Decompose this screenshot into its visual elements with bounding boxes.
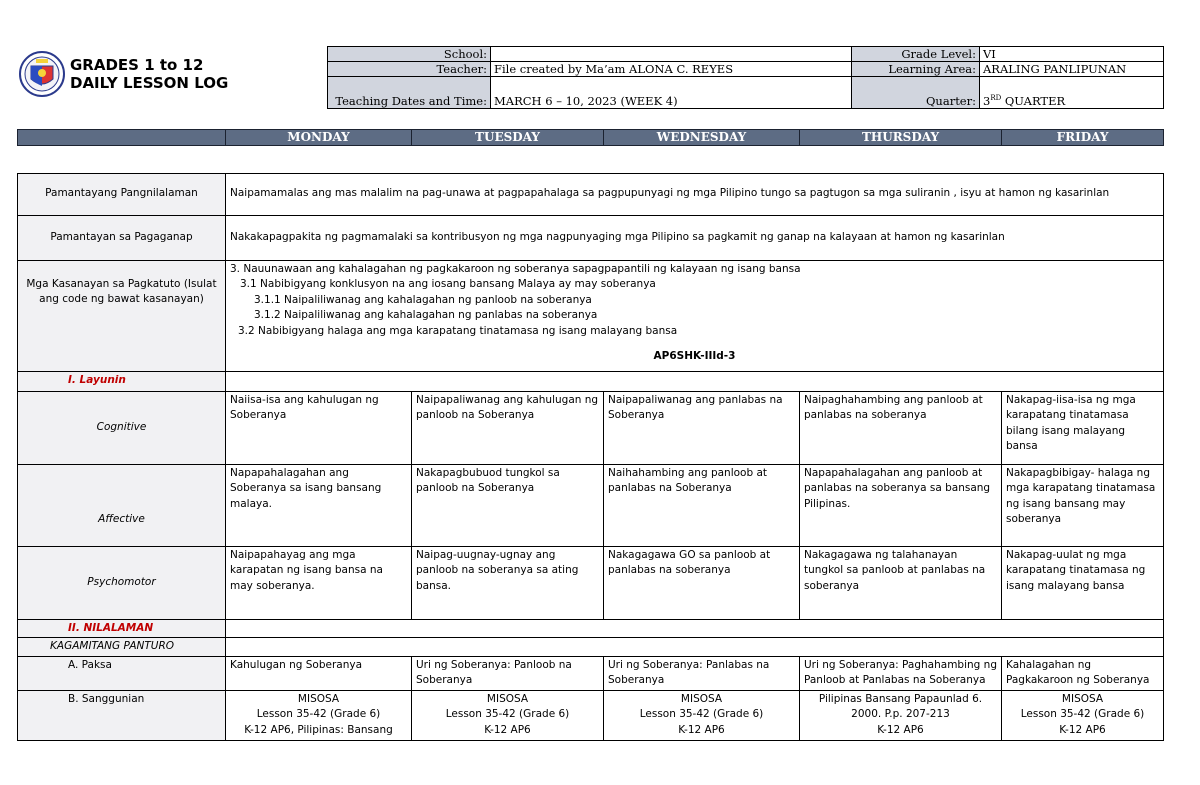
competency-line: 3.2 Nabibigyang halaga ang mga karapatang tinatamasa ng isang malayang bansa	[238, 324, 678, 337]
topic-cell: Kahalagahan ng Pagkakaroon ng Soberanya	[1002, 656, 1164, 690]
day-wednesday: WEDNESDAY	[604, 130, 800, 146]
learning-area-value: ARALING PANLIPUNAN	[980, 62, 1164, 77]
objective-cell: Naipag-uugnay-ugnay ang panloob na soberanya sa ating bansa.	[412, 546, 604, 619]
reference-line: K-12 AP6	[484, 723, 531, 736]
objective-cell: Napapahalagahan ang panloob at panlabas na soberanya sa bansang Pilipinas.	[800, 464, 1002, 546]
quarter-value	[980, 77, 1164, 109]
grade-level-value: VI	[980, 47, 1164, 62]
quarter-label: Quarter:	[852, 77, 980, 109]
reference-row	[18, 690, 1164, 740]
teacher-label: Teacher:	[328, 62, 491, 77]
objective-row-psychomotor	[18, 546, 1164, 619]
spacer-row	[18, 163, 1164, 173]
reference-line: MISOSA	[297, 692, 340, 705]
competency-code: AP6SHK-IIId-3	[653, 350, 736, 362]
objective-cell: Naipapaliwanag ang kahulugan ng panloob na Soberanya	[412, 391, 604, 464]
objective-row-cognitive	[18, 391, 1164, 464]
lesson-log-table	[17, 163, 1164, 741]
reference-cell	[1002, 690, 1164, 740]
reference-line: K-12 AP6	[1059, 723, 1106, 736]
objective-cell: Nakapag-iisa-isa ng mga karapatang tinatamasa bilang isang malayang bansa	[1002, 391, 1164, 464]
reference-label: B. Sanggunian	[18, 690, 226, 740]
performance-standard-text: Nakakapagpakita ng pagmamalaki sa kontribusyon ng mga nagpunyaging mga Pilipino sa pagkamit ng ganap na kalayaan at hamon ng kasarinlan	[226, 215, 1164, 260]
competency-cell	[226, 260, 1164, 371]
materials-row	[18, 638, 1164, 657]
reference-cell	[226, 690, 412, 740]
competency-line: 3.1 Nabibigyang konklusyon na ang iosang bansang Malaya ay may soberanya	[240, 278, 656, 290]
reference-line: MISOSA	[486, 692, 529, 705]
reference-cell	[604, 690, 800, 740]
objective-cell: Nakapagbibigay- halaga ng mga karapatang tinatamasa ng isang bansang may soberanya	[1002, 464, 1164, 546]
teacher-value: File created by Ma’am ALONA C. REYES	[491, 62, 852, 77]
objective-cell: Naipapaliwanag ang panlabas na Soberanya	[604, 391, 800, 464]
topic-cell: Kahulugan ng Soberanya	[226, 656, 412, 690]
objective-cell: Nakapagbubuod tungkol sa panloob na Soberanya	[412, 464, 604, 546]
content-heading-row	[18, 619, 1164, 638]
competency-row	[18, 260, 1164, 371]
topic-cell: Uri ng Soberanya: Panloob na Soberanya	[412, 656, 604, 690]
objective-cell: Naipapahayag ang mga karapatan ng isang bansa na may soberanya.	[226, 546, 412, 619]
objective-label-psychomotor: Psychomotor	[18, 546, 226, 619]
form-title	[70, 56, 228, 92]
topic-cell: Uri ng Soberanya: Panlabas na Soberanya	[604, 656, 800, 690]
objective-cell: Nakagagawa ng talahanayan tungkol sa panloob at panlabas na soberanya	[800, 546, 1002, 619]
day-header-bar	[17, 129, 1164, 146]
objectives-heading-row	[18, 371, 1164, 391]
objective-cell: Napapahalagahan ang Soberanya sa isang bansang malaya.	[226, 464, 412, 546]
topic-label: A. Paksa	[18, 656, 226, 690]
school-label: School:	[328, 47, 491, 62]
header-info-table	[327, 46, 1164, 109]
quarter-number: 3	[983, 94, 991, 108]
grade-level-label: Grade Level:	[852, 47, 980, 62]
quarter-word: QUARTER	[1001, 94, 1066, 108]
content-standard-text: Naipamamalas ang mas malalim na pag-unawa at pagpapahalaga sa pagpupunyagi ng mga Pilipino tungo sa pagtugon sa mga suliranin , isyu at hamon ng kasarinlan	[226, 173, 1164, 215]
quarter-suffix: RD	[990, 94, 1002, 103]
deped-seal-icon	[18, 46, 66, 106]
reference-line: Lesson 35-42 (Grade 6)	[1020, 708, 1145, 720]
day-monday: MONDAY	[226, 130, 412, 146]
content-standard-label: Pamantayang Pangnilalaman	[18, 173, 226, 215]
objectives-heading: I. Layunin	[18, 371, 226, 391]
competency-label: Mga Kasanayan sa Pagkatuto (Isulat ang code ng bawat kasanayan)	[18, 260, 226, 371]
teaching-dates-label: Teaching Dates and Time:	[328, 77, 491, 109]
reference-line: Lesson 35-42 (Grade 6)	[639, 708, 764, 720]
topic-row	[18, 656, 1164, 690]
content-heading: II. NILALAMAN	[18, 619, 226, 638]
day-thursday: THURSDAY	[800, 130, 1002, 146]
reference-line: K-12 AP6, Pilipinas: Bansang	[244, 723, 393, 736]
objective-cell: Naihahambing ang panloob at panlabas na Soberanya	[604, 464, 800, 546]
reference-line: K-12 AP6	[678, 723, 725, 736]
reference-line: Lesson 35-42 (Grade 6)	[445, 708, 570, 720]
school-value	[491, 47, 852, 62]
content-standard-row	[18, 173, 1164, 215]
competency-line: 3. Nauunawaan ang kahalagahan ng pagkakaroon ng soberanya sapagpapantili ng kalayaan ng isang bansa	[230, 262, 801, 275]
objective-cell: Nakagagawa GO sa panloob at panlabas na soberanya	[604, 546, 800, 619]
reference-line: K-12 AP6	[877, 723, 924, 736]
day-tuesday: TUESDAY	[412, 130, 604, 146]
materials-label: KAGAMITANG PANTURO	[18, 638, 226, 657]
objective-cell: Naipaghahambing ang panloob at panlabas na soberanya	[800, 391, 1002, 464]
reference-line: MISOSA	[680, 692, 723, 705]
title-line-2: DAILY LESSON LOG	[70, 74, 229, 92]
topic-cell: Uri ng Soberanya: Paghahambing ng Panloob at Panlabas na Soberanya	[800, 656, 1002, 690]
learning-area-label: Learning Area:	[852, 62, 980, 77]
reference-line: MISOSA	[1061, 692, 1104, 705]
reference-line: Lesson 35-42 (Grade 6)	[256, 708, 381, 720]
objective-label-affective: Affective	[18, 464, 226, 546]
reference-cell	[412, 690, 604, 740]
objective-row-affective	[18, 464, 1164, 546]
objective-label-cognitive: Cognitive	[18, 391, 226, 464]
reference-line: 2000. P.p. 207-213	[851, 708, 950, 720]
competency-line: 3.1.1 Naipaliliwanag ang kahalagahan ng panloob na soberanya	[254, 293, 592, 306]
day-friday: FRIDAY	[1002, 130, 1164, 146]
reference-cell	[800, 690, 1002, 740]
teaching-dates-value: MARCH 6 – 10, 2023 (WEEK 4)	[491, 77, 852, 109]
competency-line: 3.1.2 Naipaliliwanag ang kahalagahan ng panlabas na soberanya	[254, 309, 598, 321]
reference-line: Pilipinas Bansang Papaunlad 6.	[818, 692, 983, 705]
objective-cell: Naiisa-isa ang kahulugan ng Soberanya	[226, 391, 412, 464]
day-header-empty	[18, 130, 226, 146]
title-line-1: GRADES 1 to 12	[70, 56, 204, 74]
performance-standard-row	[18, 215, 1164, 260]
objective-cell: Nakapag-uulat ng mga karapatang tinatamasa ng isang malayang bansa	[1002, 546, 1164, 619]
performance-standard-label: Pamantayan sa Pagaganap	[18, 215, 226, 260]
